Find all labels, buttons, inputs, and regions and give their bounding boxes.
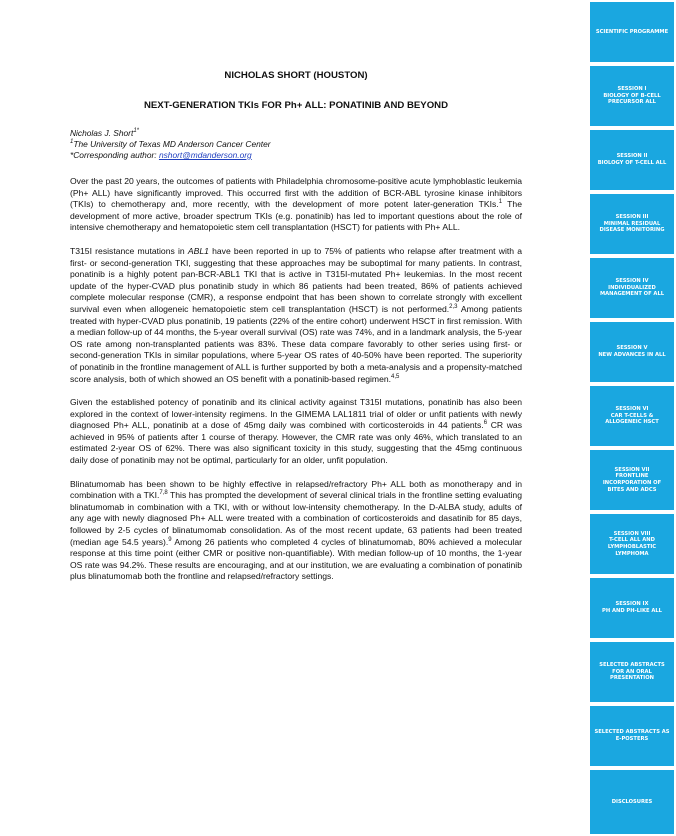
sidebar-item-session-6[interactable] — [590, 386, 674, 446]
page-title: NICHOLAS SHORT (HOUSTON) — [224, 70, 368, 81]
sidebar-item-label: DISCLOSURES — [611, 798, 653, 805]
author-block — [70, 128, 522, 161]
author-name: Nicholas J. Short — [70, 128, 134, 138]
sidebar-item-scientific-programme[interactable] — [590, 2, 674, 62]
text-run: Given the established potency of ponatinib and its clinical activity against T315I mutations, ponatinib has also been explored in the context of lower-intensity regimens. In the GIMEMA LAL1811 trial of older or unfit patients with newly diagnosed Ph+ ALL, ponatinib at a dose of 45mg daily was combined with corticosteroids in 44 patients. — [70, 397, 522, 431]
sidebar-item-label: SESSION VI CAR T-CELLS & ALLOGENEIC HSCT — [605, 406, 659, 426]
paragraph-2 — [70, 246, 522, 385]
affiliation-line — [70, 139, 522, 150]
sidebar-item-label: SESSION VIII T-CELL ALL AND LYMPHOBLASTIC LYMPHOMA — [607, 530, 657, 557]
author-email-link[interactable]: nshort@mdanderson.org — [158, 150, 252, 160]
sidebar-item-label: SESSION III MINIMAL RESIDUAL DISEASE MONITORING — [599, 214, 665, 234]
affiliation-superscript: 1 — [70, 139, 74, 146]
sidebar-item-session-5[interactable] — [590, 322, 674, 382]
paragraph-3 — [70, 397, 522, 467]
text-run: CR was achieved in 95% of patients after 1 course of therapy. However, the CMR rate was only 46%, which translated to an estimated 2-year OS of 62%. There was also significant toxicity in this study, suggesting that the 45mg continuous daily dose of ponatinib may not be optimal, particularly for an older, unfit population. — [70, 420, 522, 466]
sidebar-item-label: SESSION IV INDIVIDUALIZED MANAGEMENT OF ALL — [599, 278, 665, 298]
text-run: The development of more active, broader spectrum TKIs (e.g. ponatinib) has led to important questions about the role of intensive chemotherapy and hematopoietic stem cell transplantation (HSCT) for patients with Ph+ ALL. — [70, 199, 522, 233]
sidebar-item-label: SESSION VII FRONTLINE INCORPORATION OF BITES AND ADCS — [602, 466, 662, 493]
article-title: NEXT-GENERATION TKIs FOR Ph+ ALL: PONATINIB AND BEYOND — [143, 100, 449, 111]
gene-name: ABL1 — [187, 245, 209, 256]
text-run: This has prompted the development of several clinical trials in the frontline setting evaluating blinatumomab in combination with a TKI, with or without low-intensity chemotherapy. In the D-ALBA study, adults of any age with newly diagnosed Ph+ ALL were treated with a combination of corticosteroids and dasatinib for 85 days, followed by 2-5 cycles of blinatumomab consolidation. As of the most recent update, 63 patients had been treated (median age 54.5 years). — [70, 490, 522, 547]
sidebar-item-session-8[interactable] — [590, 514, 674, 574]
text-run: Among patients treated with hyper-CVAD plus ponatinib, 19 patients (22% of the entire cohort) underwent HSCT in first remission. With a median follow-up of 44 months, the 5-year overall survival (OS) rate was 74%, and in a landmark analysis, the 5-year OS rate among non-transplanted patients was 83%. These data compare favorably to other series using first- or second-generation TKIs in similar populations, where 5-year OS rates of 40-50% have been reported. The superiority of ponatinib in the frontline management of ALL is further supported by both a meta-analysis and a propensity-matched score analysis, both of which showed an OS benefit with a ponatinib-based regimen. — [70, 303, 522, 384]
citation: 9 — [168, 536, 172, 543]
author-superscript: 1* — [133, 128, 139, 135]
author-line — [70, 128, 522, 139]
sidebar-item-disclosures[interactable] — [590, 770, 674, 834]
sidebar-item-label: SESSION I BIOLOGY OF B-CELL PRECURSOR ALL — [603, 86, 661, 106]
citation: 2,3 — [449, 304, 458, 311]
sidebar-item-session-4[interactable] — [590, 258, 674, 318]
corresponding-line — [70, 150, 522, 161]
text-run: T315I resistance mutations in — [70, 245, 188, 256]
paragraph-1 — [70, 176, 522, 234]
sidebar-nav — [588, 0, 676, 836]
citation: 7,8 — [159, 490, 168, 497]
text-run: have been reported in up to 75% of patients who relapse after treatment with a first- or second-generation TKI, suggesting that these approaches may be suboptimal for many patients. In contrast, ponatinib is a highly potent pan-BCR-ABL1 TKI that is active in T315I-mutated Ph+ leukemias. In the most recent update of the hyper-CVAD plus ponatinib study in which 86 patients had been treated, 86% of patients achieved complete molecular response (CMR), a response endpoint that has been shown to correlate strongly with excellent survival even when allogeneic hematopoietic stem cell transplantation (HSCT) is not performed. — [70, 245, 522, 314]
sidebar-item-session-1[interactable] — [590, 66, 674, 126]
affiliation: The University of Texas MD Anderson Cancer Center — [73, 139, 271, 149]
corresponding-label: *Corresponding author: — [70, 150, 159, 160]
citation: 6 — [483, 420, 488, 427]
citation: 4,5 — [391, 373, 400, 380]
sidebar-item-label: SELECTED ABSTRACTS FOR AN ORAL PRESENTATION — [599, 662, 665, 682]
sidebar-item-label: SESSION V NEW ADVANCES IN ALL — [598, 345, 666, 358]
citation: 1 — [498, 199, 503, 206]
paragraph-4 — [70, 479, 522, 583]
sidebar-item-label: SCIENTIFIC PROGRAMME — [595, 28, 669, 35]
text-run: Over the past 20 years, the outcomes of patients with Philadelphia chromosome-positive acute lymphoblastic leukemia (Ph+ ALL) have significantly improved. This occurred first with the addition of BCR-ABL tyrosine kinase inhibitors (TKIs) to chemotherapy and, more recently, with the development of more potent later-generation TKIs. — [70, 176, 522, 210]
sidebar-item-label: SESSION IX PH AND PH-LIKE ALL — [602, 601, 662, 614]
sidebar-item-session-3[interactable] — [590, 194, 674, 254]
sidebar-item-label: SELECTED ABSTRACTS AS E-POSTERS — [594, 729, 670, 742]
sidebar-item-oral-abstracts[interactable] — [590, 642, 674, 702]
sidebar-item-e-posters[interactable] — [590, 706, 674, 766]
article — [70, 70, 522, 595]
sidebar-item-session-7[interactable] — [590, 450, 674, 510]
sidebar-item-session-2[interactable] — [590, 130, 674, 190]
sidebar-item-label: SESSION II BIOLOGY OF T-CELL ALL — [597, 153, 667, 166]
sidebar-item-session-9[interactable] — [590, 578, 674, 638]
text-run: Blinatumomab has been shown to be highly effective in relapsed/refractory Ph+ ALL both as monotherapy and in combination with a TKI. — [70, 478, 522, 501]
text-run: Among 26 patients who completed 4 cycles of blinatumomab, 80% achieved a molecular response at this time point (either CMR or positive non-quantifiable). With median follow-up of 10 months, the 1-year OS rate was 94.2%. These results are encouraging, and at our institution, we are evaluating a combination of ponatinib plus blinatumomab both the frontline and relapsed/refractory settings. — [70, 536, 522, 582]
